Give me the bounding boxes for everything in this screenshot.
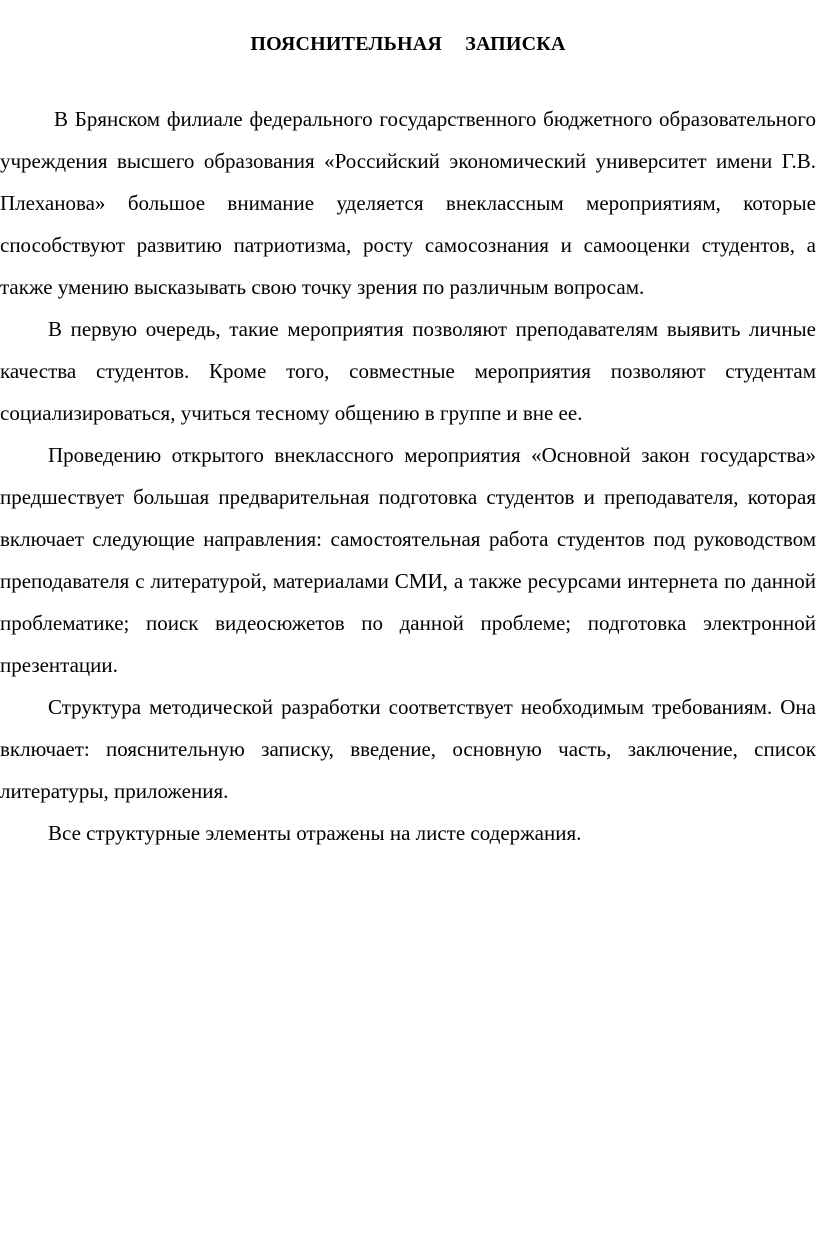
paragraph-structure: Структура методической разработки соответствует необходимым требованиям. Она включает: пояснительную записку, введение, основную часть, заключение, список литературы, приложения. [0, 695, 816, 803]
paragraph-intro: В Брянском филиале федерального государственного бюджетного образовательного учреждения высшего образования «Российский экономический университет имени Г.В. Плеханова» большое внимание уделяется внеклассным мероприятиям, которые способствуют развитию патриотизма, росту самосознания и самооценки студентов, а также умению высказывать свою точку зрения по различным вопросам. [0, 107, 816, 299]
paragraph-preparation: Проведению открытого внеклассного мероприятия «Основной закон государства» предшествует большая предварительная подготовка студентов и преподавателя, которая включает следующие направления: самостоятельная работа студентов под руководством преподавателя с литературой, материалами СМИ, а также ресурсами интернета по данной проблематике; поиск видеосюжетов по данной проблеме; подготовка электронной презентации. [0, 443, 816, 677]
document-body [0, 98, 816, 854]
document-title: ПОЯСНИТЕЛЬНАЯ ЗАПИСКА [250, 33, 566, 55]
paragraph-contents-note: Все структурные элементы отражены на листе содержания. [48, 821, 582, 845]
paragraph-goals: В первую очередь, такие мероприятия позволяют преподавателям выявить личные качества студентов. Кроме того, совместные мероприятия позволяют студентам социализироваться, учиться тесному общению в группе и вне ее. [0, 317, 816, 425]
